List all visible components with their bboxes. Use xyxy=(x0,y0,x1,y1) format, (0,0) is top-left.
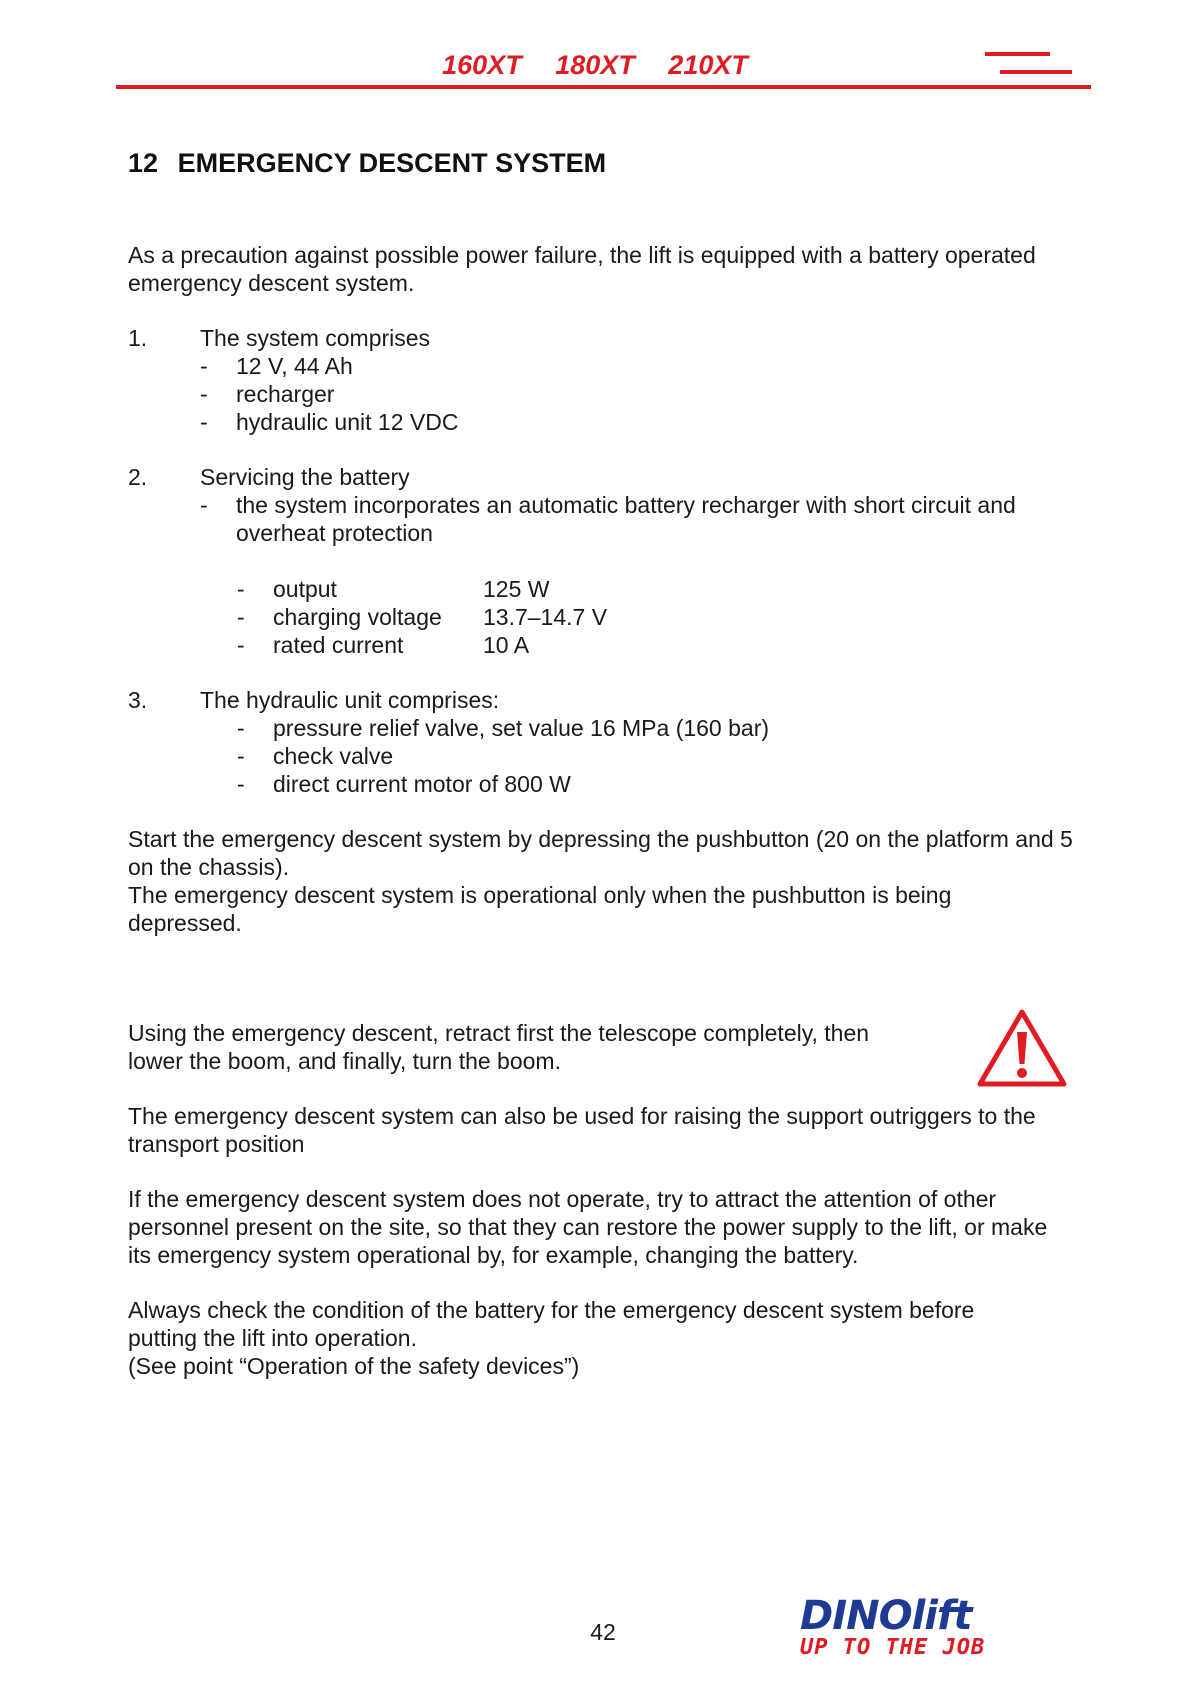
dash: - xyxy=(200,353,208,379)
list-item-text: check valve xyxy=(273,743,394,769)
dinolift-logo xyxy=(800,1593,1010,1662)
outriggers-paragraph: The emergency descent system can also be used for raising the support outriggers to the transport position xyxy=(128,1103,1036,1157)
header-mark xyxy=(985,52,1050,56)
dash: - xyxy=(200,409,208,435)
model-label: 160XT xyxy=(442,50,522,80)
start-paragraph: Start the emergency descent system by depressing the pushbutton (20 on the platform and 5 on the chassis). xyxy=(128,826,1073,880)
list-number: 1. xyxy=(128,325,148,351)
list-item-text: overheat protection xyxy=(236,520,433,546)
list-number: 3. xyxy=(128,687,148,713)
list-item xyxy=(200,408,800,436)
list-item-text: pressure relief valve, set value 16 MPa (160 bar) xyxy=(273,715,770,741)
spec-value: 125 W xyxy=(483,576,550,602)
logo-tagline: UP TO THE JOB xyxy=(800,1635,986,1660)
list-item-text: the system incorporates an automatic battery recharger with short circuit and xyxy=(236,492,1016,518)
list-item-text: direct current motor of 800 W xyxy=(273,771,571,797)
spec-value: 13.7–14.7 V xyxy=(483,604,608,630)
list-title: The hydraulic unit comprises: xyxy=(200,687,500,713)
spec-row xyxy=(237,603,737,631)
list-item-text: hydraulic unit 12 VDC xyxy=(236,409,459,435)
section-title xyxy=(128,148,606,179)
dash: - xyxy=(237,743,245,769)
list-item xyxy=(237,714,1037,742)
dash: - xyxy=(200,381,208,407)
list-title: Servicing the battery xyxy=(200,464,410,490)
model-label: 180XT xyxy=(555,50,635,80)
spec-row xyxy=(237,631,737,659)
dash: - xyxy=(237,604,245,630)
header-mark xyxy=(1000,70,1072,74)
spec-label: charging voltage xyxy=(273,604,442,630)
list-item xyxy=(200,491,1080,547)
list-item-text: 12 V, 44 Ah xyxy=(236,353,353,379)
list-item xyxy=(200,380,800,408)
warning-paragraph: Using the emergency descent, retract first the telescope completely, then lower the boom, and finally, turn the boom. xyxy=(128,1020,870,1074)
page-number: 42 xyxy=(590,1619,616,1645)
list-title: The system comprises xyxy=(200,325,431,351)
spec-label: output xyxy=(273,576,337,602)
spec-label: rated current xyxy=(273,632,404,658)
section-number: 12 xyxy=(128,148,159,178)
dash: - xyxy=(237,632,245,658)
logo-brand: DINOlift xyxy=(800,1593,972,1639)
dash: - xyxy=(237,771,245,797)
list-number: 2. xyxy=(128,464,148,490)
list-item xyxy=(237,742,1037,770)
list-item xyxy=(200,352,800,380)
warning-icon xyxy=(976,1008,1068,1088)
list-item-text: recharger xyxy=(236,381,335,407)
see-point-reference: (See point “Operation of the safety devices”) xyxy=(128,1353,580,1379)
intro-paragraph: As a precaution against possible power failure, the lift is equipped with a battery operated emergency descent system. xyxy=(128,242,1036,296)
header-rule xyxy=(116,85,1091,89)
dash: - xyxy=(237,715,245,741)
list-item xyxy=(237,770,1037,798)
model-label: 210XT xyxy=(668,50,748,80)
spec-row xyxy=(237,575,737,603)
section-title-text: EMERGENCY DESCENT SYSTEM xyxy=(177,148,607,178)
failure-paragraph: If the emergency descent system does not operate, try to attract the attention of other personnel present on the site, so that they can restore the power supply to the lift, or make its emergency system operational by, for example, changing the battery. xyxy=(128,1186,1048,1268)
spec-value: 10 A xyxy=(483,632,530,658)
check-paragraph: Always check the condition of the battery for the emergency descent system before putting the lift into operation. xyxy=(128,1297,975,1351)
operational-paragraph: The emergency descent system is operational only when the pushbutton is being depressed. xyxy=(128,882,952,936)
dash: - xyxy=(237,576,245,602)
dash: - xyxy=(200,492,208,518)
